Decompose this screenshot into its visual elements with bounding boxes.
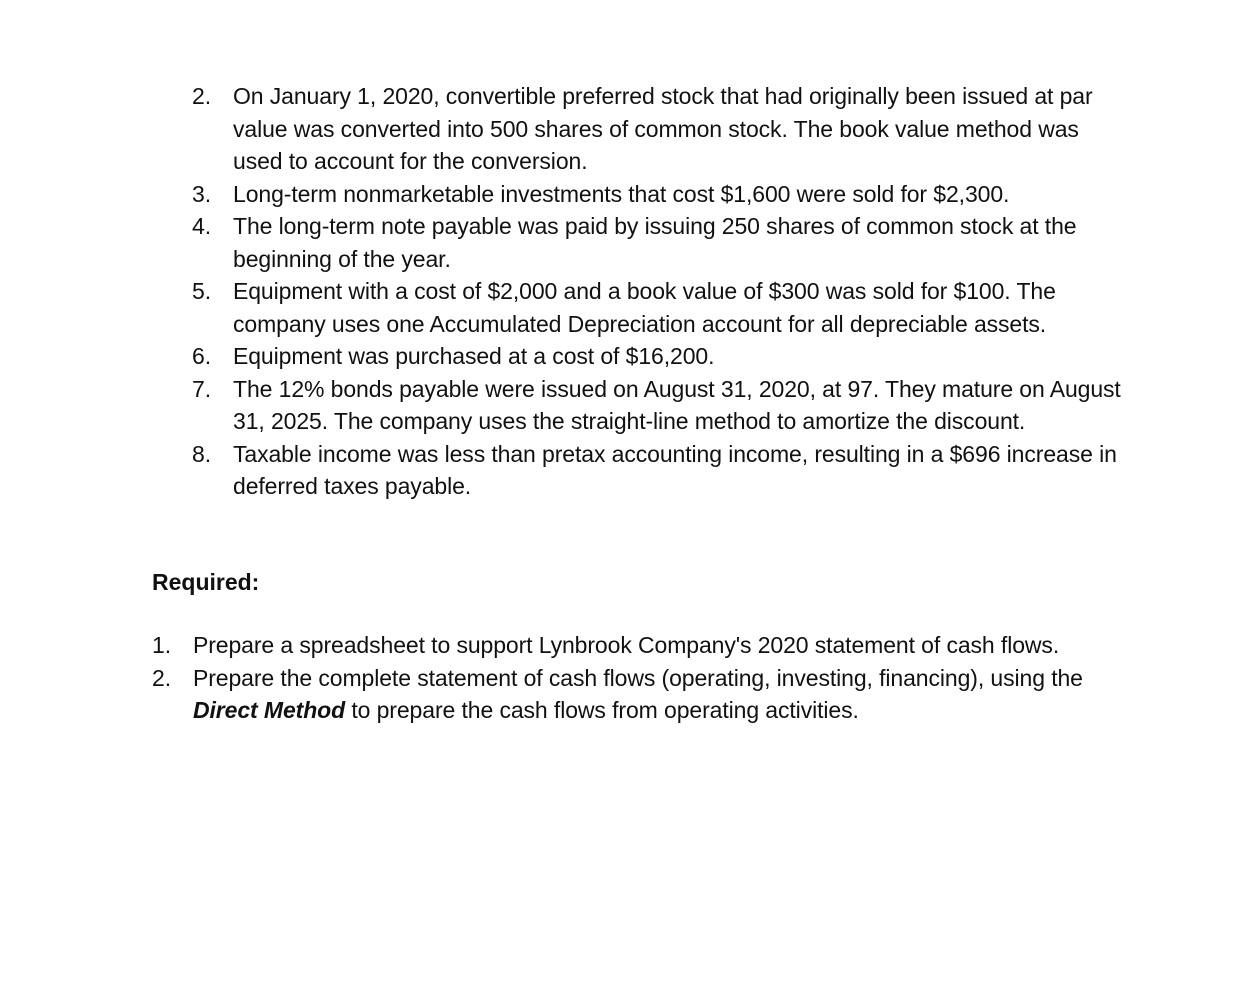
list-item xyxy=(192,373,1122,438)
list-item-text: Taxable income was less than pretax accounting income, resulting in a $696 increase in deferred taxes payable. xyxy=(233,440,1117,499)
required-item-number: 2. xyxy=(152,664,171,691)
list-item xyxy=(192,275,1122,340)
list-item-text: The 12% bonds payable were issued on August 31, 2020, at 97. They mature on August 31, 2025. The company uses the straight-line method to amortize the discount. xyxy=(233,375,1121,434)
list-item-text: Equipment with a cost of $2,000 and a book value of $300 was sold for $100. The company uses one Accumulated Depreciation account for all depreciable assets. xyxy=(233,278,1056,337)
list-item xyxy=(192,210,1122,275)
list-item xyxy=(192,438,1122,503)
required-item-text-after: to prepare the cash flows from operating activities. xyxy=(351,697,859,723)
required-item-number: 1. xyxy=(152,632,171,658)
list-item-text: The long-term note payable was paid by issuing 250 shares of common stock at the beginning of the year. xyxy=(233,213,1077,272)
list-item-text: Long-term nonmarketable investments that cost $1,600 were sold for $2,300. xyxy=(233,180,1010,207)
required-list xyxy=(152,629,1122,727)
list-item-text: On January 1, 2020, convertible preferred stock that had originally been issued at par value was converted into 500 shares of common stock. The book value method was used to account for the conversion. xyxy=(233,83,1093,174)
list-item-number: 2. xyxy=(192,83,211,109)
list-item-number: 4. xyxy=(192,213,211,239)
transaction-list xyxy=(192,80,1122,503)
list-item-text: Equipment was purchased at a cost of $16,200. xyxy=(233,343,715,369)
list-item-number: 7. xyxy=(192,375,211,402)
required-item-text-before: Prepare the complete statement of cash flows (operating, investing, financing), using the xyxy=(193,664,1083,691)
list-item xyxy=(192,178,1122,211)
list-item-number: 5. xyxy=(192,278,211,304)
required-item-text: Prepare a spreadsheet to support Lynbrook Company's 2020 statement of cash flows. xyxy=(193,632,1060,658)
list-item xyxy=(192,340,1122,373)
required-item xyxy=(152,629,1122,662)
direct-method-emphasis: Direct Method xyxy=(193,697,346,723)
list-item-number: 8. xyxy=(192,440,211,467)
list-item-number: 3. xyxy=(192,180,211,207)
list-item-number: 6. xyxy=(192,343,211,369)
list-item xyxy=(192,80,1122,178)
required-heading: Required: xyxy=(152,569,260,595)
required-item xyxy=(152,662,1122,727)
